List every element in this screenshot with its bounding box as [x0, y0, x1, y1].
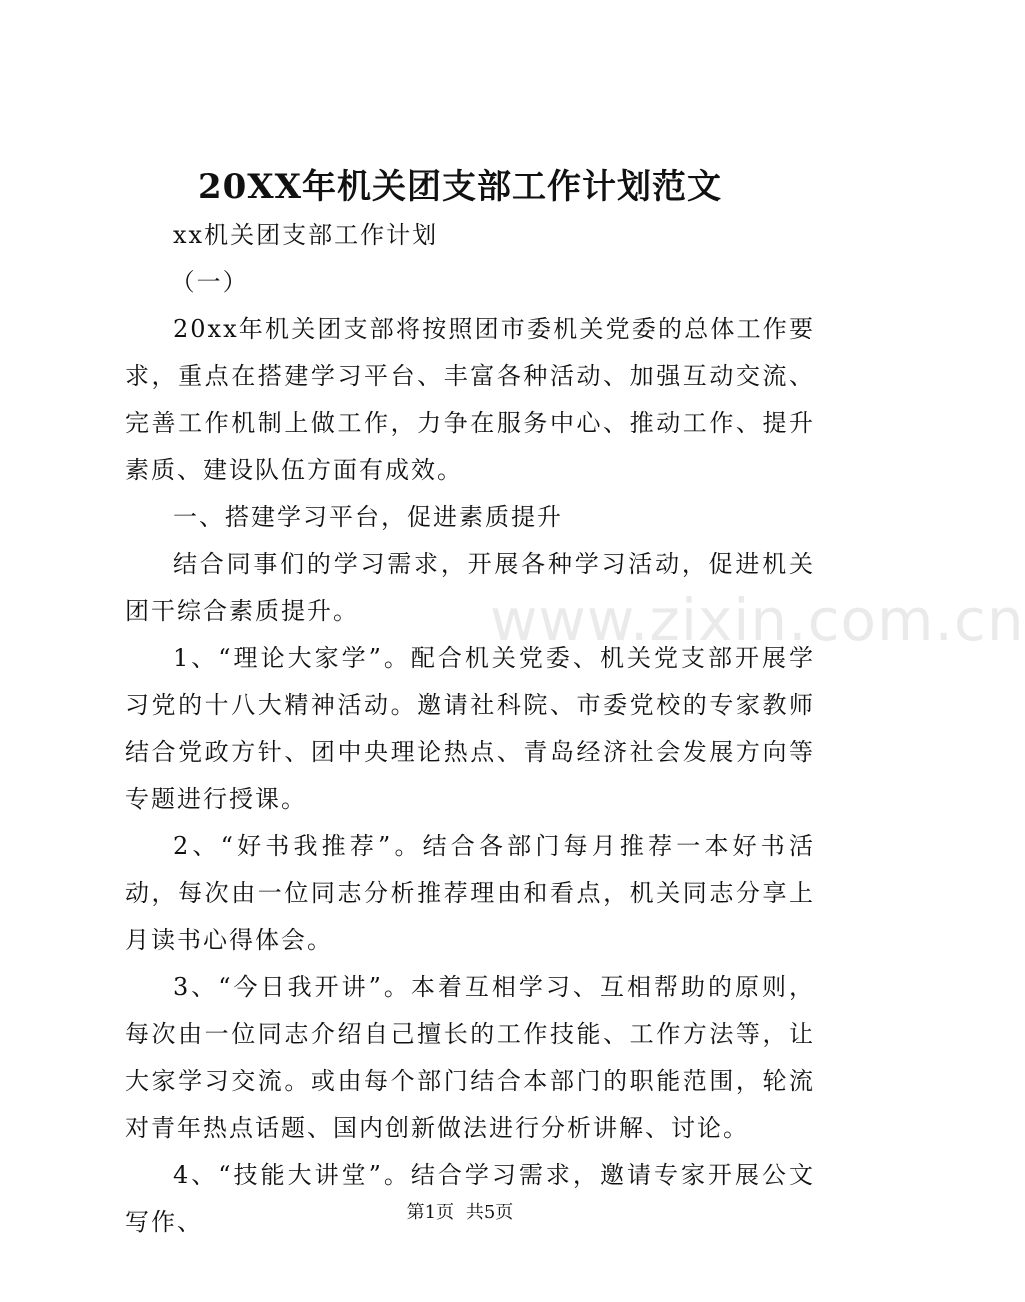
- item-3-paragraph: 3、“今日我开讲”。本着互相学习、互相帮助的原则，每次由一位同志介绍自己擅长的工作技能、工作方法等，让大家学习交流。或由每个部门结合本部门的职能范围，轮流对青年热点话题、国内创新做法进行分析讲解、讨论。: [125, 973, 815, 1142]
- item-1-paragraph: 1、“理论大家学”。配合机关党委、机关党支部开展学习党的十八大精神活动。邀请社科院、市委党校的专家教师结合党政方针、团中央理论热点、青岛经济社会发展方向等专题进行授课。: [125, 644, 815, 813]
- document-title: 20XX年机关团支部工作计划范文: [197, 167, 723, 207]
- section-number-paragraph: （一）: [170, 268, 249, 296]
- page-footer: [0, 1199, 920, 1227]
- intro-paragraph: 20xx年机关团支部将按照团市委机关党委的总体工作要求，重点在搭建学习平台、丰富各种活动、加强互动交流、完善工作机制上做工作，力争在服务中心、推动工作、提升素质、建设队伍方面有成效。: [125, 315, 815, 484]
- page-total-label: 共5页: [465, 1202, 514, 1223]
- section-heading-paragraph: 一、搭建学习平台，促进素质提升: [173, 503, 563, 531]
- section-summary-paragraph: 结合同事们的学习需求，开展各种学习活动，促进机关团干综合素质提升。: [125, 550, 815, 625]
- site-watermark: www.zixin.com.cn: [490, 586, 1025, 654]
- subtitle-paragraph: xx机关团支部工作计划: [173, 221, 439, 249]
- item-4-paragraph: 4、“技能大讲堂”。结合学习需求，邀请专家开展公文写作、: [125, 1161, 815, 1236]
- document-body: [125, 212, 815, 1246]
- page-current-label: 第1页: [406, 1202, 455, 1223]
- item-2-paragraph: 2、“好书我推荐”。结合各部门每月推荐一本好书活动，每次由一位同志分析推荐理由和看点，机关同志分享上月读书心得体会。: [125, 832, 815, 954]
